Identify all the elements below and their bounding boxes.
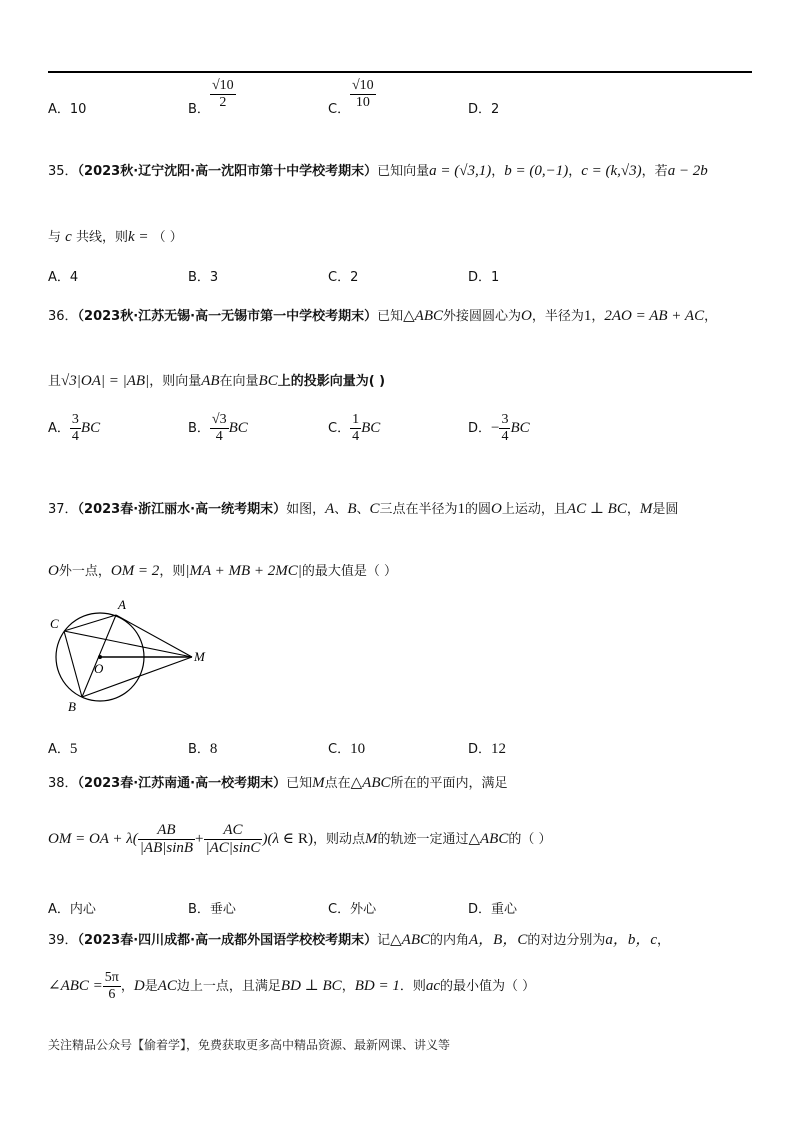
q36-option-c: [328, 412, 380, 445]
question-text: 上的投影向量为( ): [277, 374, 386, 389]
vector-equation: 2AO = AB + AC: [604, 308, 705, 324]
q35-option-b: B．3: [188, 270, 219, 285]
question-text: 三点在半径为: [379, 502, 458, 517]
fraction-numerator: AC: [204, 822, 263, 840]
q36-line1: [48, 305, 717, 325]
fraction-numerator: 1: [352, 412, 360, 427]
separator: ，: [591, 309, 605, 324]
q37-option-d: [468, 738, 506, 758]
segment-am: [116, 615, 192, 657]
fraction-denominator: 2: [219, 95, 227, 110]
point-m: M: [639, 501, 653, 517]
option-fraction: [350, 412, 361, 445]
lambda-domain: )(λ ∈: [262, 831, 294, 847]
question-number: 36．: [48, 309, 78, 324]
vector-bc: BC: [228, 420, 248, 436]
length-bd: BD = 1: [354, 978, 400, 994]
point-m: M: [364, 831, 378, 847]
question-text: ．则: [399, 979, 426, 994]
separator: ，: [120, 979, 134, 994]
point-o: O: [521, 308, 532, 324]
vector-c: c: [65, 229, 72, 245]
q39-line1: [48, 928, 670, 949]
fraction-denominator: 10: [355, 95, 370, 110]
fraction-numerator: 3: [501, 412, 509, 427]
q34-option-c-fraction: [350, 78, 376, 111]
distance-om: OM = 2: [110, 563, 160, 579]
q35-line1: [48, 160, 708, 180]
q37-option-a: [48, 738, 77, 758]
question-source: （2023春·江苏南通·高一校考期末）: [77, 776, 287, 791]
q37-option-b: [188, 738, 217, 758]
q38-line2: [48, 822, 551, 857]
fraction-numerator: AB: [138, 822, 195, 840]
label-m: M: [194, 649, 205, 664]
question-source: （2023秋·辽宁沈阳·高一沈阳市第十中学校考期末）: [77, 164, 378, 179]
label-b: B: [68, 699, 76, 714]
option-value: 5: [69, 741, 78, 757]
q36-line2: [48, 370, 385, 390]
option-label: C．: [328, 421, 351, 436]
minus-sign: −: [491, 420, 500, 436]
fraction-denominator: 4: [71, 429, 79, 444]
q37-circle-figure: [44, 595, 224, 715]
real-set: R): [297, 831, 313, 847]
q38-option-c: C．外心: [328, 902, 377, 917]
q35-option-d: D．1: [468, 270, 500, 285]
fraction-denominator: 4: [215, 429, 223, 444]
option-label: D．: [468, 742, 492, 757]
question-text: 的最小值为（ ）: [440, 979, 536, 994]
center-point-o: [98, 655, 102, 659]
vector-a: a = (√3,1): [429, 163, 492, 179]
triangle-abc: △ABC: [350, 775, 391, 791]
option-label: A．: [48, 421, 70, 436]
q37-line2: [48, 560, 397, 580]
option-value: 10: [350, 741, 366, 757]
point-o: O: [48, 563, 59, 579]
question-source: （2023秋·江苏无锡·高一无锡市第一中学校考期末）: [77, 309, 378, 324]
vector-b: b = (0,−1): [504, 163, 569, 179]
vector-magnitude-expression: |MA + MB + 2MC|: [185, 563, 302, 579]
question-text: ，则: [159, 564, 186, 579]
option-label: B．: [188, 421, 210, 436]
separator: 、: [356, 502, 370, 517]
option-fraction: [210, 412, 229, 445]
question-text: 的（ ）: [508, 832, 552, 847]
fraction-numerator: √3: [211, 412, 227, 427]
q34-option-c-label: C．: [328, 102, 351, 117]
option-label: C．: [328, 742, 351, 757]
question-text: 点在: [324, 776, 351, 791]
point-m: M: [312, 775, 325, 791]
question-text: 与: [48, 230, 62, 245]
answer-blank: （ ）: [152, 230, 183, 245]
sides-abc: a，b，c: [605, 932, 658, 948]
question-number: 39．: [48, 933, 78, 948]
vector-bc: BC: [80, 420, 101, 436]
fraction-ac: [204, 822, 263, 857]
angle-fraction: [103, 970, 121, 1003]
label-c: C: [50, 616, 59, 631]
fraction-numerator: √10: [212, 78, 234, 93]
option-fraction: [70, 412, 81, 445]
option-label: B．: [188, 742, 210, 757]
option-label: A．: [48, 742, 70, 757]
question-text: ，半径为: [531, 309, 584, 324]
radius-value: 1: [457, 501, 466, 517]
question-text: 已知: [377, 309, 404, 324]
fraction-denominator: 4: [352, 429, 360, 444]
question-text: 记: [377, 933, 391, 948]
vector-bc: BC: [258, 373, 278, 389]
question-text: 的圆: [465, 502, 492, 517]
question-text: 已知向量: [377, 164, 430, 179]
triangle-abc: △ABC: [468, 831, 509, 847]
perpendicular-condition: BD ⊥ BC: [280, 978, 342, 994]
question-number: 38．: [48, 776, 78, 791]
question-number: 35．: [48, 164, 78, 179]
question-text: 上运动，且: [501, 502, 567, 517]
q34-option-a: A．10: [48, 102, 87, 117]
vector-c: c = (k,√3): [581, 163, 642, 179]
question-text: 且: [48, 374, 62, 389]
question-text: 的内角: [430, 933, 470, 948]
question-text: ，则向量: [149, 374, 202, 389]
q37-line1: [48, 498, 678, 518]
vector-equation: OM = OA + λ(: [48, 831, 138, 847]
question-source: （2023春·浙江丽水·高一统考期末）: [77, 502, 287, 517]
perpendicular-condition: AC ⊥ BC: [566, 501, 627, 517]
option-fraction: [499, 412, 510, 445]
question-text: 外接圆圆心为: [443, 309, 522, 324]
segment-cm: [64, 631, 192, 657]
plus-sign: +: [195, 831, 204, 847]
question-text: 在向量: [219, 374, 259, 389]
q38-option-b: B．垂心: [188, 902, 236, 917]
angles-abc: A，B，C: [469, 932, 528, 948]
angle-abc: ∠ABC =: [48, 978, 103, 994]
fraction-denominator: |AC|sinC: [205, 840, 261, 856]
variable-k: k =: [127, 229, 149, 245]
question-text: 的最大值是（ ）: [301, 564, 398, 579]
question-number: 37．: [48, 502, 78, 517]
question-text: 共线，则: [75, 230, 128, 245]
point-b: B: [347, 501, 357, 517]
q35-option-c: C．2: [328, 270, 359, 285]
segment-ac: AC: [157, 978, 177, 994]
question-text: 如图，: [286, 502, 326, 517]
fraction-numerator: √10: [352, 78, 374, 93]
question-text: 是: [144, 979, 158, 994]
q35-option-a: A．4: [48, 270, 79, 285]
q36-option-a: [48, 412, 100, 445]
question-text: 所在的平面内，满足: [390, 776, 508, 791]
label-o: O: [94, 661, 104, 676]
triangle-abc: △ABC: [403, 308, 443, 324]
question-text: 已知: [286, 776, 313, 791]
q34-option-b-label: B．: [188, 102, 210, 117]
fraction-ab: [138, 822, 195, 857]
vector-expression: a − 2b: [667, 163, 708, 179]
q38-line1: [48, 772, 508, 792]
separator: ，: [341, 979, 355, 994]
question-text: 是圆: [652, 502, 679, 517]
separator: ，: [568, 164, 582, 179]
segment-cb: [64, 631, 82, 697]
q34-option-d: D．2: [468, 102, 500, 117]
vector-equation: √3|OA| = |AB|: [61, 373, 150, 389]
vector-ab: AB: [201, 373, 220, 389]
separator: 、: [334, 502, 348, 517]
option-value: 8: [209, 741, 218, 757]
q36-option-b: [188, 412, 248, 445]
point-d: D: [133, 978, 145, 994]
q34-option-b-fraction: [210, 78, 236, 111]
separator: ，: [657, 933, 671, 948]
q38-option-d: D．重心: [468, 902, 518, 917]
product-ac: ac: [425, 978, 441, 994]
fraction-denominator: 4: [501, 429, 509, 444]
separator: ，: [491, 164, 505, 179]
point-a: A: [325, 501, 335, 517]
question-text: 的对边分别为: [527, 933, 606, 948]
question-text: 外一点，: [58, 564, 111, 579]
question-text: ，若: [641, 164, 668, 179]
page-footer: 关注精品公众号【偷着学】，免费获取更多高中精品资源、最新网课、讲义等: [48, 1038, 451, 1052]
point-c: C: [369, 501, 380, 517]
question-source: （2023春·四川成都·高一成都外国语学校校考期末）: [77, 933, 378, 948]
label-a: A: [118, 597, 126, 612]
point-o: O: [491, 501, 502, 517]
question-text: 边上一点，且满足: [176, 979, 281, 994]
separator: ，: [626, 502, 640, 517]
vector-bc: BC: [361, 420, 381, 436]
fraction-denominator: 6: [108, 987, 116, 1002]
question-text: ，则动点: [312, 832, 365, 847]
vector-bc: BC: [510, 420, 530, 436]
question-text: 的轨迹一定通过: [377, 832, 469, 847]
fraction-denominator: |AB|sinB: [139, 840, 194, 856]
q36-option-d: [468, 412, 530, 445]
triangle-abc: △ABC: [390, 932, 430, 948]
q37-option-c: [328, 738, 365, 758]
radius-value: 1: [583, 308, 592, 324]
separator: ，: [704, 309, 718, 324]
q38-option-a: A．内心: [48, 902, 96, 917]
option-label: D．: [468, 421, 492, 436]
fraction-numerator: 5π: [104, 970, 119, 985]
header-rule: [48, 71, 752, 73]
q39-line2: [48, 970, 535, 1003]
q35-line2: [48, 226, 183, 246]
option-value: 12: [491, 741, 507, 757]
fraction-numerator: 3: [71, 412, 79, 427]
